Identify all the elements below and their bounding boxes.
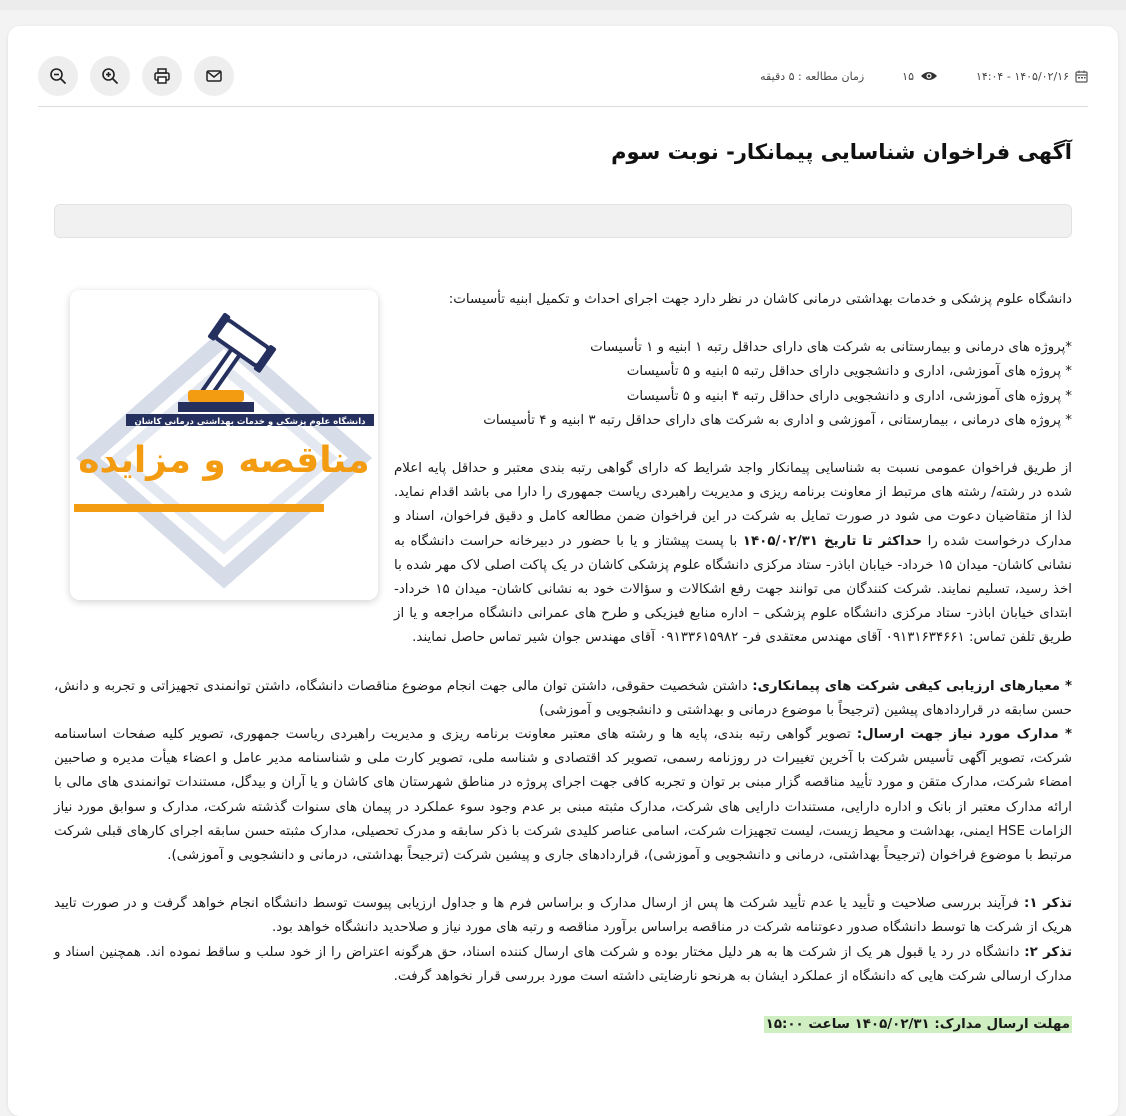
university-banner-text: دانشگاه علوم پزشکی و خدمات بهداشتی درمانی کاشان [134,417,366,427]
note-1-label: تذکر ۱: [1024,896,1072,912]
project-item: * پروژه های درمانی ، بیمارستانی ، آموزشی و اداری به شرکت های دارای حداقل رتبه ۳ ابنیه و ۴ تأسیسات [483,412,1072,428]
intro-paragraph: دانشگاه علوم پزشکی و خدمات بهداشتی درمانی کاشان در نظر دارد جهت اجرای احداث و تکمیل ابنیه تأسیسات: [448,292,1072,307]
deadline-highlight: مهلت ارسال مدارک: ۱۴۰۵/۰۲/۳۱ ساعت ۱۵:۰۰ [765,1017,1070,1033]
criteria-label: * معیارهای ارزیابی کیفی شرکت های پیمانکاری: [752,678,1072,694]
docs-text: تصویر گواهی رتبه بندی، پایه ها و رشته های معتبر معاونت برنامه ریزی و مدیریت راهبردی ریاست جمهوری، تصویر کلیه صفحات اساسنامه شرکت، تصویر آگهی تأسیس شرکت با آخرین تغییرات در روزنامه رسمی، تصویر کد اقتصادی و شناسه ملی، تصویر کارت ملی و شناسنامه مدیر عامل و اعضاء هیأت مدیره و صاحبین امضاء شرکت، مدارک متقن و مورد تأیید مناقصه گزار مبنی بر توان و تجربه کافی جهت اجرای پروژه در مناطق شهرستان های کاشان و یا آران و بیدگل، مستندات توانمندی های مالی با ارائه مدارک معتبر از بانک و اداره دارایی، مستندات دارایی های شرکت، مدارک مثبته مبنی بر عدم وجود سوء عملکرد در پیمان های سنوات گذشته شرکت، مدارک و سوابق مورد نیاز الزامات HSE ایمنی، بهداشت و محیط زیست، لیست تجهیزات شرکت، اسامی عناصر کلیدی شرکت با ذکر سابقه و مدرک تحصیلی، مدارک مثبته حسن سابقه اجرای کارهای قبلی شرکت مرتبط با موضوع فراخوان (ترجیحاً بهداشتی، درمانی و دانشجویی و آموزشی)، قراردادهای جاری و پیشین شرکت (ترجیحاً بهداشتی، درمانی و دانشجویی و آموزشی). [54,727,1072,864]
docs-paragraph [54,723,1072,868]
reading-time: زمان مطالعه : ۵ دقیقه [760,69,865,83]
email-button[interactable] [194,56,234,96]
call-text-end: با پست پیشتاز و یا با حضور در دبیرخانه حراست دانشگاه به نشانی کاشان- میدان ۱۵ خرداد- خیابان اباذر- ستاد مرکزی دانشگاه علوم پزشکی کاشان در یک پاکت اصلی لاک مهر شده با اخذ رسید، تسلیم نمایند. شرکت کنندگان می توانند جهت رفع اشکالات و سؤالات خود به نشانی کاشان- میدان ۱۵ خرداد- ابتدای خیابان اباذر- ستاد مرکزی دانشگاه علوم پزشکی – اداره منابع فیزیکی و طرح های عمرانی دانشگاه مراجعه و یا از طریق تلفن تماس: ۰۹۱۳۱۶۳۴۶۶۱ آقای مهندس معتقدی فر- ۰۹۱۳۳۶۱۵۹۸۲ آقای مهندس جوان شیر تماس حاصل نمایند. [394,533,1072,646]
criteria-text: داشتن شخصیت حقوقی، داشتن توان مالی جهت انجام موضوع مناقصات دانشگاه، داشتن توانمندی تجهیزاتی و تجربه و دانش، حسن سابقه در قراردادهای پیشین (ترجیحاً با موضوع درمانی و بهداشتی و دانشجویی و آموزشی) [54,678,1072,718]
call-deadline: حداکثر تا تاریخ ۱۴۰۵/۰۲/۳۱ [742,533,923,549]
project-item: * پروژه های آموزشی، اداری و دانشجویی دارای حداقل رتبه ۵ ابنیه و ۵ تأسیسات [626,364,1072,380]
tender-auction-image [70,290,378,600]
note-1-text: فرآیند بررسی صلاحیت و تأیید یا عدم تأیید شرکت ها پس از ارسال مدارک و براساس فرم ها و جداول ارزیابی پیوست توسط دانشگاه انجام خواهد گرفت و در صورت تایید هریک از شرکت ها توسط دانشگاه صدور دعوتنامه شرکت در مناقصه براساس برآورد مناقصه و رتبه های مورد نیاز و صلاحدید دانشگاه خواهد بود. [54,896,1072,936]
tender-caption: مناقصه و مزایده [78,440,370,481]
article-meta [760,54,1088,98]
article-card [8,26,1118,1116]
note-2-text: دانشگاه در رد یا قبول هر یک از شرکت ها به هر دلیل مختار بوده و شرکت های ارسال کننده اسناد، حق هرگونه اعتراض را از خود سلب و ساقط نموده اند. همچنین اسناد و مدارک ارسالی شرکت هایی که دانشگاه از عملکرد ایشان به هرنحو نارضایتی داشته است مورد بررسی قرار نخواهد گرفت. [54,944,1072,984]
call-text-start: از طریق فراخوان عمومی نسبت به شناسایی پیمانکار واجد شرایط که دارای گواهی رتبه بندی معتبر و حداقل پایه اعلام شده در رشته/ رشته های مرتبط از معاونت برنامه ریزی و مدیریت راهبردی ریاست جمهوری را دارا می باشد اقدام نماید. لذا از متقاضیان دعوت می شود در صورت تمایل به شرکت در این فراخوان ضمن مطالعه کامل و دقیق فراخوان، اسناد و مدارک درخواست شده را [394,461,1072,549]
project-item: * پروژه های آموزشی، اداری و دانشجویی دارای حداقل رتبه ۴ ابنیه و ۵ تأسیسات [626,388,1072,404]
criteria-paragraph [54,675,1072,723]
zoom-in-button[interactable] [90,56,130,96]
note-1 [54,892,1072,940]
mail-icon [205,67,223,85]
page-title: آگهی فراخوان شناسایی پیمانکار- نوبت سوم [611,140,1072,164]
project-item: *پروژه های درمانی و بیمارستانی به شرکت های دارای حداقل رتبه ۱ ابنیه و ۱ تأسیسات [590,340,1072,356]
zoom-out-icon [49,67,67,85]
publish-date: ۱۴۰۵/۰۲/۱۶ - ۱۴:۰۴ [976,69,1069,83]
view-count: ۱۵ [902,69,914,83]
docs-label: * مدارک مورد نیاز جهت ارسال: [856,727,1073,743]
summary-bar [54,204,1072,238]
calendar-icon [1075,70,1088,83]
note-2-label: تذکر ۲: [1024,944,1072,960]
eye-icon [920,70,938,82]
zoom-out-button[interactable] [38,56,78,96]
note-2 [54,941,1072,989]
article-toolbar [38,54,1088,107]
printer-icon [153,67,171,85]
print-button[interactable] [142,56,182,96]
deadline-line [54,1013,1072,1037]
zoom-in-icon [101,67,119,85]
top-strip [0,0,1126,10]
tender-illustration [70,290,378,600]
article-body [54,288,1072,1037]
